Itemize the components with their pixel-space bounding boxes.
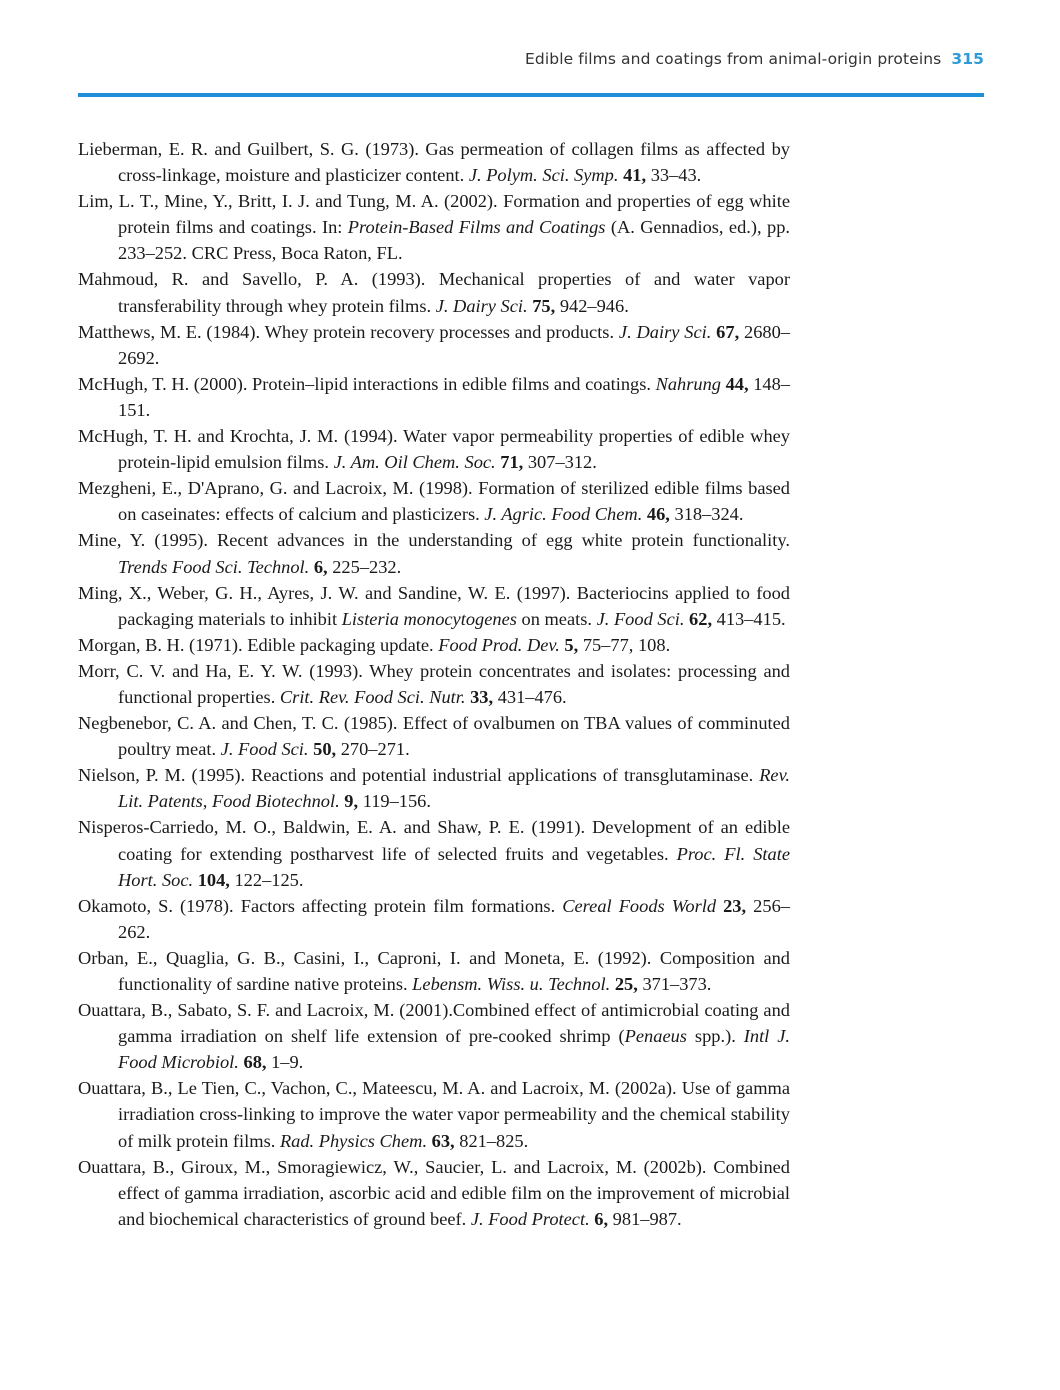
- reference-italic-text: Proc. Fl. State Hort. Soc.: [118, 843, 790, 890]
- reference-entry: [78, 475, 790, 527]
- reference-italic-text: J. Food Sci.: [220, 739, 309, 760]
- reference-italic-text: Nahrung: [655, 373, 721, 394]
- reference-volume: 63,: [431, 1130, 455, 1151]
- reference-text: Mezgheni, E., D'Aprano, G. and Lacroix, M. (1998). Formation of sterilized edible films based on caseinates: effects of calcium and plasticizers.: [78, 478, 790, 525]
- reference-volume: 44,: [725, 373, 749, 394]
- reference-volume: 46,: [646, 504, 670, 525]
- reference-entry: [78, 527, 790, 579]
- reference-text: spp.).: [686, 1026, 744, 1047]
- reference-text: Ouattara, B., Sabato, S. F. and Lacroix, M. (2001).Combined effect of antimicrobial coating and gamma irradiation on shelf life extension of pre-cooked shrimp (: [78, 1000, 790, 1047]
- reference-entry: [78, 136, 790, 188]
- reference-entry: [78, 997, 790, 1075]
- header-rule: [78, 93, 984, 97]
- reference-entry: [78, 893, 790, 945]
- reference-italic-text: J. Dairy Sci.: [618, 321, 712, 342]
- reference-volume: 9,: [344, 791, 359, 812]
- reference-volume: 62,: [689, 608, 713, 629]
- reference-italic-text: J. Agric. Food Chem.: [484, 504, 643, 525]
- reference-entry: [78, 1154, 790, 1232]
- reference-text: Lieberman, E. R. and Guilbert, S. G. (1973). Gas permeation of collagen films as affected by cross-linkage, moisture and plasticizer content.: [78, 139, 790, 186]
- reference-text: Mahmoud, R. and Savello, P. A. (1993). Mechanical properties of and water vapor transferability through whey protein films.: [78, 269, 790, 316]
- reference-volume: 25,: [614, 974, 638, 994]
- reference-italic-text: J. Dairy Sci.: [435, 295, 528, 316]
- reference-list: [78, 136, 790, 1232]
- reference-entry: [78, 371, 790, 423]
- reference-text: 371–373.: [637, 974, 712, 994]
- reference-volume: 6,: [313, 556, 328, 577]
- reference-italic-text: Crit. Rev. Food Sci. Nutr.: [279, 686, 466, 707]
- reference-volume: 68,: [243, 1052, 267, 1073]
- reference-text: 1–9.: [266, 1052, 304, 1073]
- reference-entry: [78, 814, 790, 892]
- reference-entry: [78, 188, 790, 266]
- reference-volume: 67,: [716, 321, 740, 342]
- reference-text: 318–324.: [669, 504, 744, 525]
- reference-text: 431–476.: [493, 686, 567, 707]
- reference-text: 821–825.: [454, 1130, 529, 1151]
- reference-text: 981–987.: [608, 1208, 682, 1229]
- reference-text: 33–43.: [646, 165, 702, 186]
- reference-italic-text: Rev. Lit. Patents, Food Biotechnol.: [118, 765, 790, 812]
- reference-volume: 23,: [723, 895, 747, 916]
- reference-volume: 41,: [623, 165, 647, 186]
- reference-text: Nisperos-Carriedo, M. O., Baldwin, E. A. and Shaw, P. E. (1991). Development of an edible coating for extending postharvest life of selected fruits and vegetables.: [78, 817, 790, 864]
- reference-text: 942–946.: [555, 295, 629, 316]
- reference-text: 225–232.: [327, 556, 402, 577]
- reference-text: Lim, L. T., Mine, Y., Britt, I. J. and Tung, M. A. (2002). Formation and properties of egg white protein films and coatings. In:: [78, 191, 790, 238]
- reference-text: Morgan, B. H. (1971). Edible packaging update.: [78, 634, 439, 655]
- reference-italic-text: Intl J. Food Microbiol.: [118, 1026, 790, 1073]
- reference-volume: 75,: [532, 295, 556, 316]
- reference-entry: [78, 658, 790, 710]
- reference-text: Ouattara, B., Le Tien, C., Vachon, C., Mateescu, M. A. and Lacroix, M. (2002a). Use of gamma irradiation cross-linking to improve the water vapor permeability and the chemical stability of milk protein films.: [78, 1078, 790, 1151]
- running-header: [78, 50, 984, 72]
- reference-text: Negbenebor, C. A. and Chen, T. C. (1985). Effect of ovalbumen on TBA values of comminuted poultry meat.: [78, 713, 790, 760]
- reference-text: Matthews, M. E. (1984). Whey protein recovery processes and products.: [78, 321, 619, 342]
- reference-italic-text: J. Food Protect.: [470, 1208, 590, 1229]
- reference-text: 75–77, 108.: [578, 634, 671, 655]
- running-title: Edible films and coatings from animal-origin proteins: [525, 50, 942, 68]
- reference-italic-text: Penaeus: [624, 1026, 687, 1047]
- reference-entry: [78, 710, 790, 762]
- reference-italic-text: J. Polym. Sci. Symp.: [468, 165, 619, 186]
- reference-text: McHugh, T. H. (2000). Protein–lipid interactions in edible films and coatings.: [78, 373, 656, 394]
- reference-entry: [78, 319, 790, 371]
- reference-text: Ming, X., Weber, G. H., Ayres, J. W. and Sandine, W. E. (1997). Bacteriocins applied to food packaging materials to inhibit: [78, 582, 790, 629]
- reference-entry: [78, 423, 790, 475]
- reference-text: Morr, C. V. and Ha, E. Y. W. (1993). Whey protein concentrates and isolates: processing and functional properties.: [78, 660, 790, 707]
- reference-italic-text: Listeria monocytogenes: [341, 608, 517, 629]
- reference-text: 413–415.: [712, 608, 786, 629]
- reference-text: Orban, E., Quaglia, G. B., Casini, I., Caproni, I. and Moneta, E. (1992). Composition and functionality of sardine native proteins.: [78, 947, 790, 994]
- reference-entry: [78, 632, 790, 658]
- reference-italic-text: Trends Food Sci. Technol.: [118, 556, 310, 577]
- reference-text: Okamoto, S. (1978). Factors affecting protein film formations.: [78, 895, 563, 916]
- reference-text: on meats.: [516, 608, 597, 629]
- reference-italic-text: Cereal Foods World: [562, 895, 717, 916]
- reference-text: Mine, Y. (1995). Recent advances in the understanding of egg white protein functionality.: [78, 530, 790, 551]
- reference-italic-text: J. Am. Oil Chem. Soc.: [333, 452, 496, 473]
- reference-text: 256–262.: [118, 895, 790, 942]
- reference-italic-text: J. Food Sci.: [596, 608, 685, 629]
- reference-volume: 50,: [313, 739, 337, 760]
- reference-text: Nielson, P. M. (1995). Reactions and potential industrial applications of transglutaminase.: [78, 765, 760, 786]
- reference-entry: [78, 1075, 790, 1153]
- reference-text: (A. Gennadios, ed.), pp. 233–252. CRC Press, Boca Raton, FL.: [118, 217, 791, 264]
- reference-italic-text: Protein-Based Films and Coatings: [347, 217, 606, 238]
- reference-text: 119–156.: [358, 791, 431, 812]
- reference-italic-text: Rad. Physics Chem.: [279, 1130, 428, 1151]
- reference-italic-text: Lebensm. Wiss. u. Technol.: [412, 974, 611, 994]
- reference-text: 270–271.: [336, 739, 410, 760]
- reference-entry: [78, 580, 790, 632]
- reference-entry: [78, 266, 790, 318]
- reference-text: 307–312.: [523, 452, 597, 473]
- reference-volume: 33,: [470, 686, 494, 707]
- reference-entry: [78, 762, 790, 814]
- reference-text: Ouattara, B., Giroux, M., Smoragiewicz, W., Saucier, L. and Lacroix, M. (2002b). Combined effect of gamma irradiation, ascorbic acid and edible film on the improvement of microbial and biochemical characteristics of ground beef.: [78, 1156, 790, 1229]
- reference-text: 148–151.: [118, 373, 790, 420]
- reference-text: 122–125.: [229, 869, 304, 890]
- reference-text: 2680–2692.: [118, 321, 790, 368]
- reference-volume: 5,: [564, 634, 579, 655]
- reference-volume: 104,: [197, 869, 230, 890]
- reference-italic-text: Food Prod. Dev.: [438, 634, 560, 655]
- reference-entry: [78, 945, 790, 997]
- page-number: 315: [951, 50, 984, 68]
- reference-volume: 6,: [594, 1208, 609, 1229]
- reference-volume: 71,: [500, 452, 524, 473]
- reference-text: McHugh, T. H. and Krochta, J. M. (1994). Water vapor permeability properties of edible whey protein-lipid emulsion films.: [78, 426, 790, 473]
